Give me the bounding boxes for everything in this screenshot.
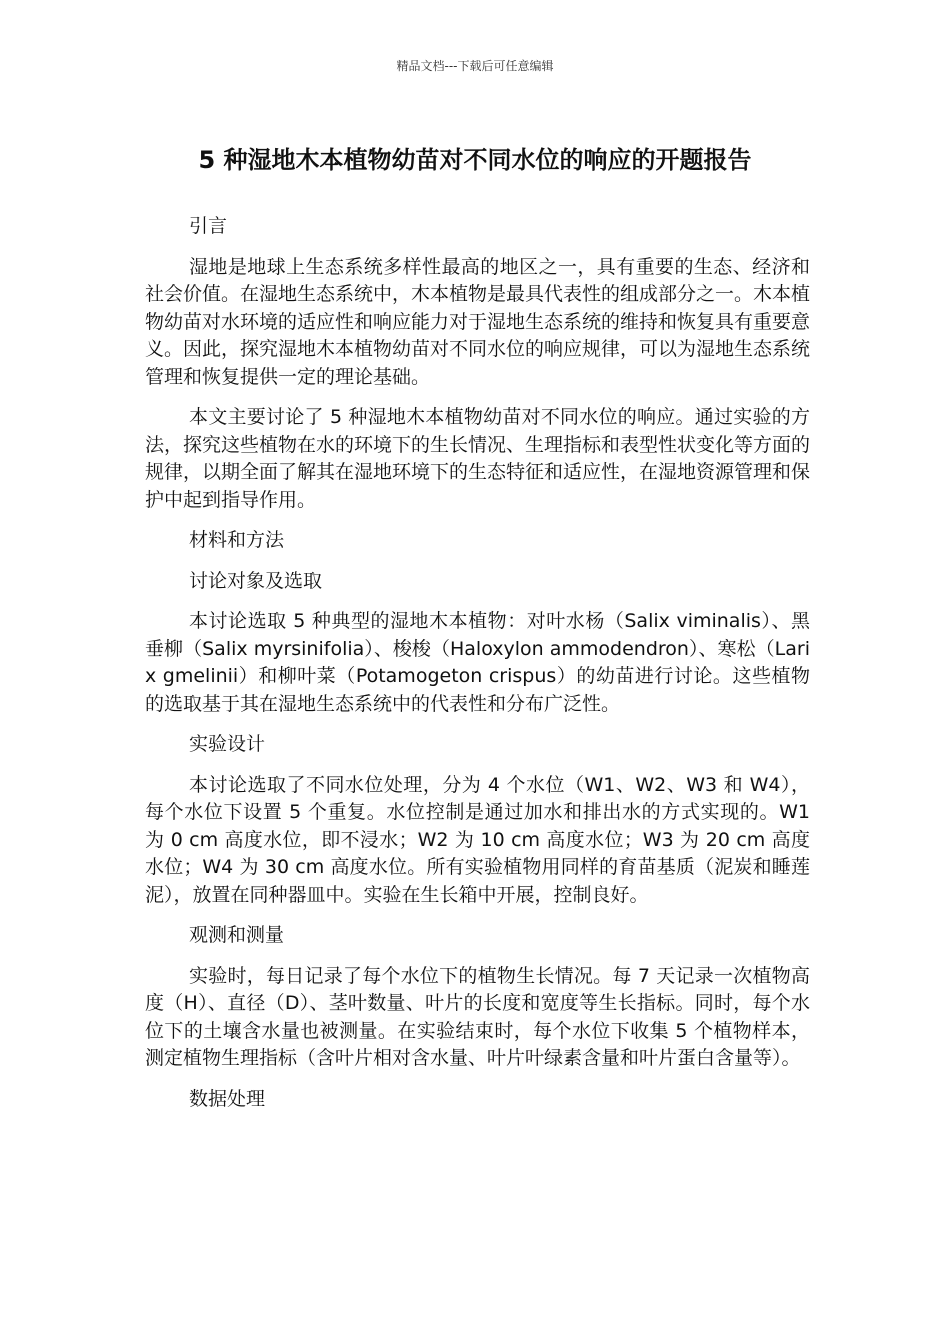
section-heading-design: 实验设计 (189, 733, 266, 755)
page-header-note: 精品文档---下载后可任意编辑 (396, 59, 554, 73)
document-title: 5 种湿地木本植物幼苗对不同水位的响应的开题报告 (198, 146, 752, 174)
section-heading-data-processing: 数据处理 (189, 1087, 266, 1110)
paragraph-intro-2: 本文主要讨论了 5 种湿地木本植物幼苗对不同水位的响应。通过实验的方法，探究这些植物在水的环境下的生长情况、生理指标和表型性状变化等方面的规律，以期全面了解其在湿地环境下的生态特征和适应性，在湿地资源管理和保护中起到指导作用。 (145, 406, 811, 511)
document-body (145, 213, 810, 1126)
section-heading-subjects: 讨论对象及选取 (189, 569, 323, 592)
paragraph-intro-1: 湿地是地球上生态系统多样性最高的地区之一，具有重要的生态、经济和社会价值。在湿地生态系统中，木本植物是最具代表性的组成部分之一。木本植物幼苗对水环境的适应性和响应能力对于湿地生态系统的维持和恢复具有重要意义。因此，探究湿地木本植物幼苗对不同水位的响应规律，可以为湿地生态系统管理和恢复提供一定的理论基础。 (145, 255, 811, 388)
paragraph-design: 本讨论选取了不同水位处理，分为 4 个水位（W1、W2、W3 和 W4），每个水位下设置 5 个重复。水位控制是通过加水和排出水的方式实现的。W1 为 0 cm 高度水位，即不浸水；W2 为 10 cm 高度水位；W3 为 20 cm 高度水位；W4 为 30 cm 高度水位。所有实验植物用同样的育苗基质（泥炭和睡莲泥），放置在同种器皿中。实验在生长箱中开展，控制良好。 (145, 773, 810, 906)
paragraph-observation: 实验时，每日记录了每个水位下的植物生长情况。每 7 天记录一次植物高度（H）、直径（D）、茎叶数量、叶片的长度和宽度等生长指标。同时，每个水位下的土壤含水量也被测量。在实验结束时，每个水位下收集 5 个植物样本，测定植物生理指标（含叶片相对含水量、叶片叶绿素含量和叶片蛋白含量等）。 (145, 964, 810, 1069)
paragraph-subjects: 本讨论选取 5 种典型的湿地木本植物：对叶水杨（Salix viminalis）、黑垂柳（Salix myrsinifolia）、梭梭（Haloxylon ammodendron）、寒松（Larix gmelinii）和柳叶菜（Potamogeton crispus）的幼苗进行讨论。这些植物的选取基于其在湿地生态系统中的代表性和分布广泛性。 (145, 610, 810, 715)
section-heading-methods: 材料和方法 (189, 529, 285, 551)
section-heading-intro: 引言 (189, 215, 228, 237)
section-heading-observation: 观测和测量 (189, 924, 285, 946)
